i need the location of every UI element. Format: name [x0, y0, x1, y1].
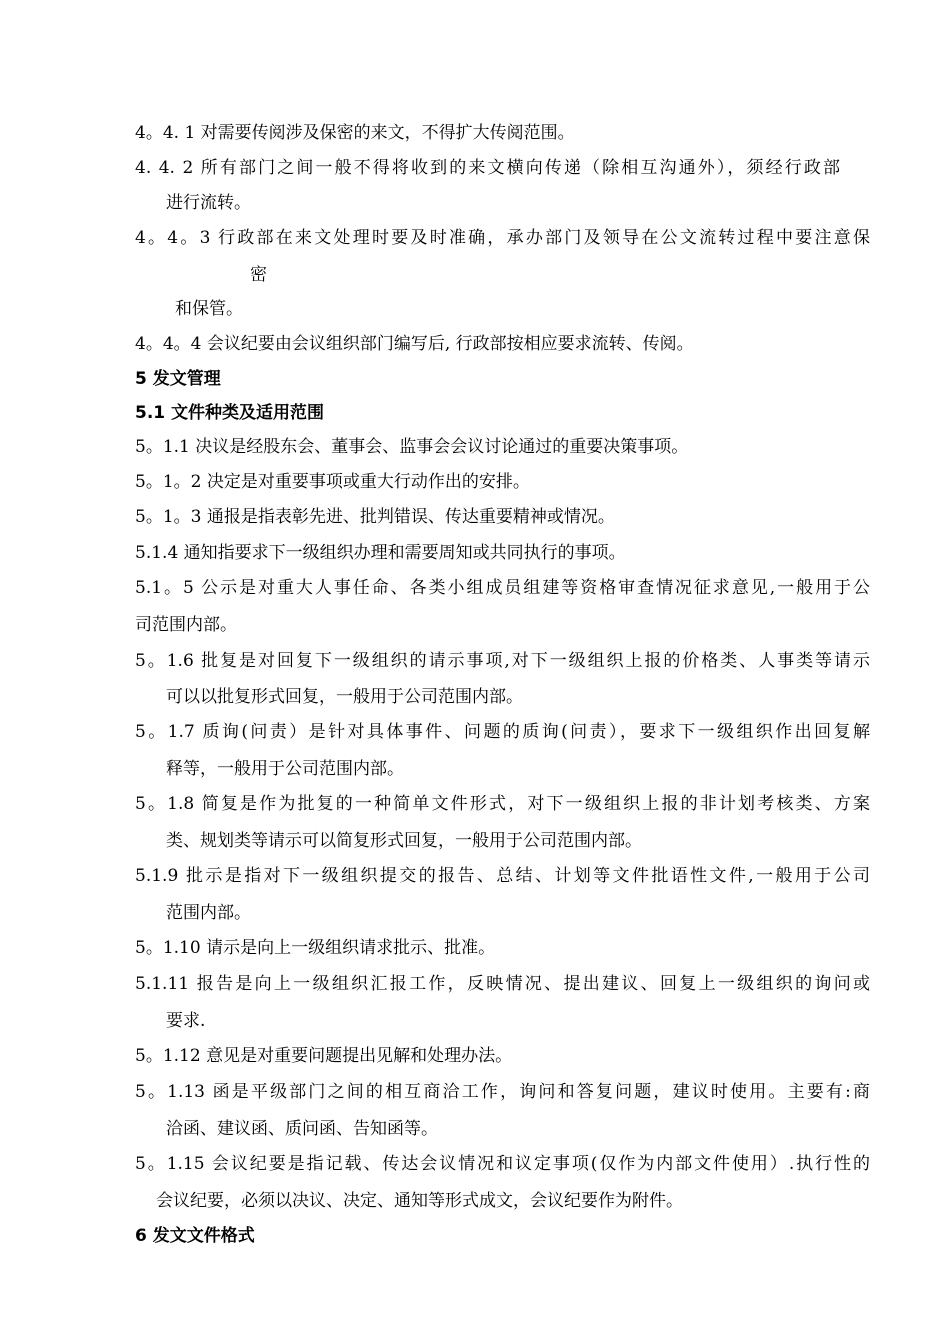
text-line: 释等，一般用于公司范围内部。	[166, 759, 404, 779]
text-line: 4。4。3 行政部在来文处理时要及时准确，承办部门及领导在公文流转过程中要注意保	[135, 228, 870, 248]
text-line: 和保管。	[175, 299, 243, 319]
text-line: 洽函、建议函、质问函、告知函等。	[166, 1119, 438, 1139]
text-line: 5.1.4 通知指要求下一级组织办理和需要周知或共同执行的事项。	[135, 543, 626, 563]
text-line: 4. 4. 2 所有部门之间一般不得将收到的来文横向传递（除相互沟通外），须经行政部	[135, 158, 840, 178]
subsection-heading: 5.1 文件种类及适用范围	[135, 403, 325, 423]
text-line: 会议纪要，必须以决议、决定、通知等形式成文，会议纪要作为附件。	[156, 1191, 683, 1211]
text-line: 要求.	[166, 1011, 206, 1031]
text-line: 4。4. 1 对需要传阅涉及保密的来文，不得扩大传阅范围。	[135, 123, 575, 143]
text-line: 5。1.13 函是平级部门之间的相互商洽工作，询问和答复问题，建议时使用。主要有:商	[135, 1082, 870, 1102]
text-line: 范围内部。	[166, 903, 251, 923]
text-line: 5。1.15 会议纪要是指记载、传达会议情况和议定事项(仅作为内部文件使用）.执行性的	[135, 1154, 870, 1174]
text-line: 类、规划类等请示可以简复形式回复，一般用于公司范围内部。	[166, 831, 642, 851]
text-line: 5。1.1 决议是经股东会、董事会、监事会会议讨论通过的重要决策事项。	[135, 437, 689, 457]
text-line: 5。1。2 决定是对重要事项或重大行动作出的安排。	[135, 472, 530, 492]
section-heading: 6 发文文件格式	[135, 1226, 255, 1246]
text-line: 5。1。3 通报是指表彰先进、批判错误、传达重要精神或情况。	[135, 507, 615, 527]
text-line: 5。1.12 意见是对重要问题提出见解和处理办法。	[135, 1046, 513, 1066]
text-line: 可以以批复形式回复，一般用于公司范围内部。	[166, 687, 523, 707]
text-line: 5。1.6 批复是对回复下一级组织的请示事项,对下一级组织上报的价格类、人事类等请示	[135, 651, 870, 671]
text-line: 5。1.8 简复是作为批复的一种简单文件形式，对下一级组织上报的非计划考核类、方案	[135, 794, 870, 814]
text-line: 密	[250, 265, 267, 285]
text-line: 5。1.10 请示是向上一级组织请求批示、批准。	[135, 938, 496, 958]
section-heading: 5 发文管理	[135, 369, 221, 389]
text-line: 5.1。5 公示是对重大人事任命、各类小组成员组建等资格审查情况征求意见,一般用于公	[135, 578, 870, 598]
text-line: 5.1.11 报告是向上一级组织汇报工作，反映情况、提出建议、回复上一级组织的询问或	[135, 974, 870, 994]
text-line: 进行流转。	[166, 193, 251, 213]
text-line: 5。1.7 质询(问责）是针对具体事件、问题的质询(问责），要求下一级组织作出回复解	[135, 722, 870, 742]
text-line: 司范围内部。	[135, 615, 237, 635]
text-line: 4。4。4 会议纪要由会议组织部门编写后, 行政部按相应要求流转、传阅。	[135, 334, 694, 354]
text-line: 5.1.9 批示是指对下一级组织提交的报告、总结、计划等文件批语性文件,一般用于公司	[135, 866, 870, 886]
